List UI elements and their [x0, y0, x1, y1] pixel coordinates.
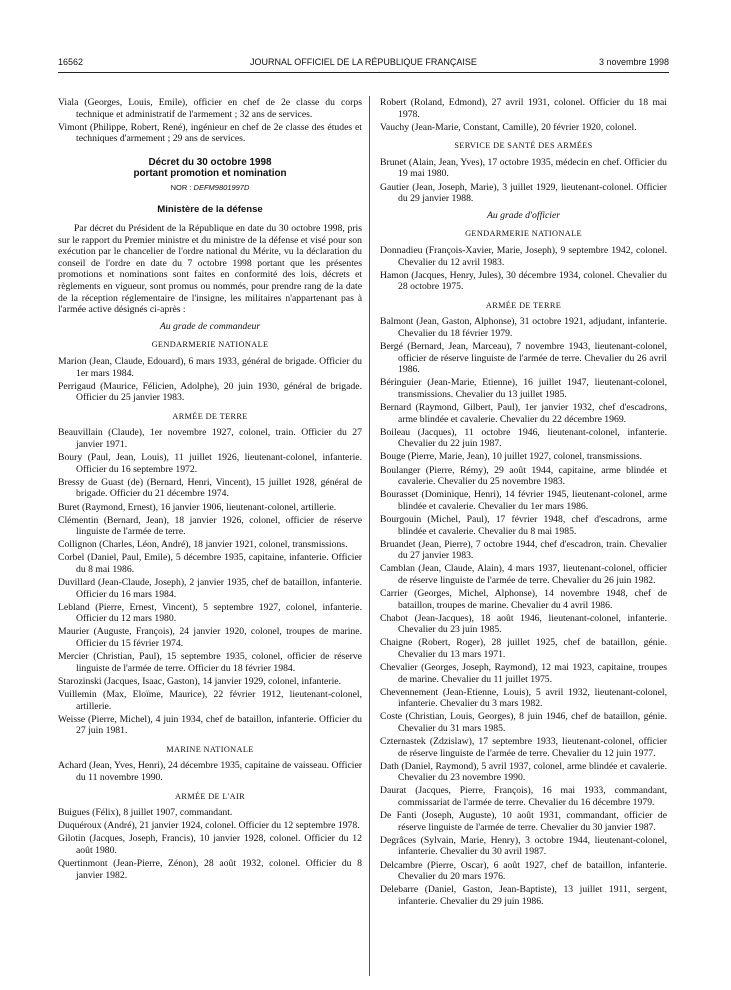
list-item: Duvillard (Jean-Claude, Joseph), 2 janvier 1935, chef de bataillon, infanterie. Officier du 16 mars 1984. — [58, 577, 362, 600]
list-item: Vimont (Philippe, Robert, René), ingénieur en chef de 2e classe des études et techniques d'armement ; 29 ans de services. — [58, 121, 362, 145]
list-item: Beauvillain (Claude), 1er novembre 1927, colonel, train. Officier du 27 janvier 1971. — [58, 427, 362, 451]
section-heading: ARMÉE DE TERRE — [485, 300, 562, 310]
entry-list — [380, 97, 667, 133]
entry-list — [380, 316, 667, 907]
nor-reference — [58, 182, 362, 194]
list-item: Gautier (Jean, Joseph, Marie), 3 juillet 1929, lieutenant-colonel. Officier du 29 janvier 1988. — [380, 181, 667, 205]
list-item: Clémentin (Bernard, Jean), 18 janvier 1926, colonel, officier de réserve linguiste de l'armée de terre. — [58, 514, 362, 538]
list-item: Bressy de Guast (de) (Bernard, Henri, Vincent), 15 juillet 1928, général de brigade. Officier du 21 décembre 1974. — [58, 476, 362, 500]
section-heading: GENDARMERIE NATIONALE — [151, 340, 269, 350]
list-item: Chabot (Jean-Jacques), 18 août 1946, lieutenant-colonel, infanterie. Chevalier du 23 juin 1985. — [380, 612, 667, 636]
list-item: De Fanti (Joseph, Auguste), 10 août 1931, commandant, officier de réserve linguiste de l'armée de terre. Chevalier du 30 janvier 1987. — [380, 810, 667, 833]
page-header — [58, 57, 669, 71]
list-item: Carrier (Georges, Michel, Alphonse), 14 novembre 1948, chef de bataillon, troupes de marine. Chevalier du 4 avril 1986. — [380, 587, 667, 611]
list-item: Vuillemin (Max, Eloïme, Maurice), 22 février 1912, lieutenant-colonel, artillerie. — [58, 688, 362, 712]
publication-date: 3 novembre 1998 — [598, 57, 669, 67]
list-item: Czternastek (Zdzislaw), 17 septembre 1933, lieutenant-colonel, officier de réserve linguiste de l'armée de terre. Chevalier du 12 juin 1977. — [380, 736, 667, 759]
list-item: Quertinmont (Jean-Pierre, Zénon), 28 août 1932, colonel. Officier du 8 janvier 1982. — [58, 858, 362, 881]
list-item: Chaigne (Robert, Roger), 28 juillet 1925, chef de bataillon, génie. Chevalier du 13 mars 1971. — [380, 637, 667, 660]
list-item: Bouge (Pierre, Marie, Jean), 10 juillet 1927, colonel, transmissions. — [380, 451, 643, 463]
list-item: Brunet (Alain, Jean, Yves), 17 octobre 1935, médecin en chef. Officier du 19 mai 1980. — [380, 156, 667, 180]
page-number: 16562 — [58, 57, 84, 67]
list-item: Camblan (Jean, Claude, Alain), 4 mars 1937, lieutenant-colonel, officier de réserve linguiste de l'armée de terre. Chevalier du 26 juin 1982. — [380, 563, 667, 586]
section-heading: ARMÉE DE TERRE — [172, 411, 248, 421]
list-item: Bruandet (Jean, Pierre), 7 octobre 1944, chef d'escadron, train. Chevalier du 27 janvier 1983. — [380, 538, 667, 562]
list-item: Marion (Jean, Claude, Edouard), 6 mars 1933, général de brigade. Officier du 1er mars 1984. — [58, 356, 362, 379]
list-item: Donnadieu (François-Xavier, Marie, Joseph), 9 septembre 1942, colonel. Chevalier du 12 avril 1983. — [380, 244, 667, 268]
list-item: Buret (Raymond, Ernest), 16 janvier 1906, lieutenant-colonel, artillerie. — [58, 501, 337, 513]
column-divider — [369, 96, 370, 976]
list-item: Gilotin (Jacques, Joseph, Francis), 10 janvier 1928, colonel. Officier du 12 août 1980. — [58, 833, 362, 856]
list-item: Starozinski (Jacques, Isaac, Gaston), 14 janvier 1929, colonel, infanterie. — [58, 675, 341, 687]
list-item: Coste (Christian, Louis, Georges), 8 juin 1946, chef de bataillon, génie. Chevalier du 31 mars 1985. — [380, 711, 667, 734]
list-item: Bergé (Bernard, Jean, Marceau), 7 novembre 1943, lieutenant-colonel, officier de réserve linguiste de l'armée de terre. Chevalier du 26 avril 1986. — [380, 341, 667, 376]
list-item: Duquéroux (André), 21 janvier 1924, colonel. Officier du 12 septembre 1978. — [58, 820, 360, 832]
list-item: Lebland (Pierre, Ernest, Vincent), 5 septembre 1927, colonel, infanterie. Officier du 12 mars 1980. — [58, 601, 362, 625]
section-heading: ARMÉE DE L'AIR — [175, 791, 245, 801]
list-item: Daurat (Jacques, Pierre, François), 16 mai 1933, commandant, commissariat de l'armée de terre. Chevalier du 16 décembre 1979. — [380, 785, 667, 809]
list-item: Buigues (Félix), 8 juillet 1907, commandant. — [58, 807, 233, 819]
list-item: Bourgouin (Michel, Paul), 17 février 1948, chef d'escadrons, arme blindée et cavalerie. Chevalier du 8 mai 1985. — [380, 513, 667, 537]
ministry-heading: Ministère de la défense — [157, 204, 263, 216]
list-item: Viala (Georges, Louis, Emile), officier en chef de 2e classe du corps technique et administratif de l'armement ; 32 ans de services. — [58, 97, 362, 120]
nor-label: NOR : — [170, 182, 192, 192]
list-item: Bernard (Raymond, Gilbert, Paul), 1er janvier 1932, chef d'escadrons, arme blindée et cavalerie. Chevalier du 22 décembre 1969. — [380, 402, 667, 425]
grade-heading: Au grade de commandeur — [159, 320, 261, 332]
list-item: Boury (Paul, Jean, Louis), 11 juillet 1926, lieutenant-colonel, infanterie. Officier du 16 septembre 1972. — [58, 452, 362, 475]
entry-list — [380, 245, 667, 293]
entry-list — [58, 807, 362, 881]
list-item: Béringuier (Jean-Marie, Etienne), 16 juillet 1947, lieutenant-colonel, transmissions. Chevalier du 13 juillet 1985. — [380, 377, 667, 400]
list-item: Weisse (Pierre, Michel), 4 juin 1934, chef de bataillon, infanterie. Officier du 27 juin 1981. — [58, 713, 362, 737]
list-item: Chevalier (Georges, Joseph, Raymond), 12 mai 1923, capitaine, troupes de marine. Chevalier du 11 juillet 1975. — [380, 662, 667, 685]
entry-list — [58, 356, 362, 404]
left-column — [58, 97, 362, 883]
list-item: Delebarre (Daniel, Gaston, Jean-Baptiste), 13 juillet 1911, sergent, infanterie. Chevalier du 29 juin 1986. — [380, 884, 667, 907]
decree-title: Décret du 30 octobre 1998 portant promotion et nomination — [133, 156, 287, 179]
nor-code: DEFM9801997D — [193, 182, 250, 192]
right-column — [380, 97, 667, 909]
header-rule — [58, 72, 669, 73]
list-item: Chevennement (Jean-Etienne, Louis), 5 avril 1932, lieutenant-colonel, infanterie. Chevalier du 3 mars 1982. — [380, 686, 667, 710]
list-item: Achard (Jean, Yves, Henri), 24 décembre 1935, capitaine de vaisseau. Officier du 11 novembre 1990. — [58, 760, 362, 783]
list-item: Boileau (Jacques), 11 octobre 1946, lieutenant-colonel, infanterie. Chevalier du 22 juin 1987. — [380, 426, 667, 450]
list-item: Hamon (Jacques, Henry, Jules), 30 décembre 1934, colonel. Chevalier du 28 octobre 1975. — [380, 269, 667, 293]
list-item: Degrâces (Sylvain, Marie, Henry), 3 octobre 1944, lieutenant-colonel, infanterie. Chevalier du 30 avril 1987. — [380, 834, 667, 858]
list-item: Corbel (Daniel, Paul, Emile), 5 décembre 1935, capitaine, infanterie. Officier du 8 mai 1986. — [58, 552, 362, 575]
entry-list — [58, 760, 362, 783]
grade-heading: Au grade d'officier — [486, 209, 561, 221]
entry-list — [380, 157, 667, 205]
list-item: Boulanger (Pierre, Rémy), 29 août 1944, capitaine, arme blindée et cavalerie. Chevalier du 25 novembre 1983. — [380, 464, 667, 488]
decree-intro: Par décret du Président de la République en date du 30 octobre 1998, pris sur le rapport du Premier ministre et du ministre de la défense et visé pour son exécution par le chancelier de l'ordre national du Mérite, vu la déclaration du conseil de l'ordre en date du 7 octobre 1998 portant que les présentes promotions et nominations sont faites en conformité des lois, décrets et règlements en vigueur, sont promus ou nommés, pour prendre rang de la date de la réception réglementaire de l'insigne, les militaires n'appartenant pas à l'armée active désignés ci-après : — [58, 223, 362, 316]
journal-title: JOURNAL OFFICIEL DE LA RÉPUBLIQUE FRANÇAISE — [250, 57, 477, 67]
list-item: Balmont (Jean, Gaston, Alphonse), 31 octobre 1921, adjudant, infanterie. Chevalier du 18 février 1979. — [380, 316, 667, 339]
list-item: Delcambre (Pierre, Oscar), 6 août 1927, chef de bataillon, infanterie. Chevalier du 20 mars 1976. — [380, 859, 667, 883]
list-item: Mercier (Christian, Paul), 15 septembre 1935, colonel, officier de réserve linguiste de l'armée de terre. Officier du 18 février 1984. — [58, 651, 362, 674]
list-item: Dath (Daniel, Raymond), 5 avril 1937, colonel, arme blindée et cavalerie. Chevalier du 23 novembre 1990. — [380, 760, 667, 784]
list-item: Vauchy (Jean-Marie, Constant, Camille), 20 février 1920, colonel. — [380, 121, 637, 133]
section-heading: GENDARMERIE NATIONALE — [465, 229, 582, 239]
section-heading: MARINE NATIONALE — [166, 744, 254, 754]
list-item: Collignon (Charles, Léon, André), 18 janvier 1921, colonel, transmissions. — [58, 539, 348, 551]
list-item: Bourasset (Dominique, Henri), 14 février 1945, lieutenant-colonel, arme blindée et cavalerie. Chevalier du 1er mars 1986. — [380, 489, 667, 512]
entry-list — [58, 427, 362, 736]
list-item: Robert (Roland, Edmond), 27 avril 1931, colonel. Officier du 18 mai 1978. — [380, 97, 667, 120]
list-item: Maurier (Auguste, François), 24 janvier 1920, colonel, troupes de marine. Officier du 15 février 1974. — [58, 626, 362, 650]
section-heading: SERVICE DE SANTÉ DES ARMÉES — [454, 141, 593, 151]
list-item: Perrigaud (Maurice, Félicien, Adolphe), 20 juin 1930, général de brigade. Officier du 25 janvier 1983. — [58, 380, 362, 404]
